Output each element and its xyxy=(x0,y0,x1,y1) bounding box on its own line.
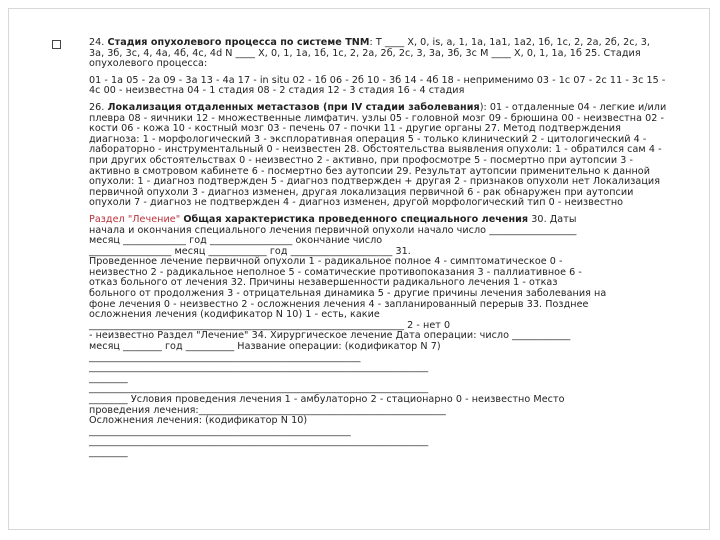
form-line: 30. Даты xyxy=(528,213,577,225)
form-line: _________________ месяц ____________ год _____________________ 31. xyxy=(89,245,411,257)
form-line: месяц _____________ год _________________ окончание число xyxy=(89,235,383,247)
section-title: Раздел "Лечение" xyxy=(89,213,184,225)
item-heading: Локализация отдаленных метастазов (при IV стадии заболевания xyxy=(107,101,480,113)
blank-line: ______________________________________________________________________ xyxy=(89,436,429,448)
item-number: 26. xyxy=(89,101,108,113)
form-line: осложнения лечения (кодификатор N 10) 1 - есть, какие xyxy=(89,309,380,321)
form-line: ________ Условия проведения лечения 1 - амбулаторно 2 - стационарно 0 - неизвестно Место xyxy=(89,394,565,405)
form-line: отказ больного от лечения 32. Причины незавершенности радикального лечения 1 - отказ xyxy=(89,277,558,289)
form-line: месяц ________ год __________ Название операции: (кодификатор N 7) xyxy=(89,341,441,353)
paragraph-24 xyxy=(89,38,667,70)
form-line: фоне лечения 0 - неизвестно 2 - осложнения лечения 4 - запланированный перерыв 33. Позднее xyxy=(89,298,589,310)
form-line: _________________________________________________________________ 2 - нет 0 xyxy=(89,319,451,331)
form-line: начала и окончания специального лечения первичной опухоли начало число __________________ xyxy=(89,224,577,236)
form-line: неизвестно 2 - радикальное неполное 5 - соматические противопоказания 3 - паллиативное 6 - xyxy=(89,266,582,278)
item-text: ): 01 - отдаленные 04 - легкие и/или плевра 08 - яичники 12 - множественные лимфатич. узлы 05 - головной мозг 09 - брюшина 00 - неизвестна 02 - кости 06 - кожа 10 - костный мозг 03 - печень 07 - почки 11 - другие органы 27. Метод подтверждения диагноза: 1 - морфологический 3 - эксплоративная операция 5 - только клинический 2 - цитологический 4 - лабораторно - инструментальный 0 - неизвестен 28. Обстоятельства выявления опухоли: 1 - обратился сам 4 - при других обстоятельствах 0 - неизвестно 2 - активно, при профосмотре 5 - посмертно при аутопсии 3 - активно в смотровом кабинете 6 - посмертно без аутопсии 29. Результат аутопсии применительно к данной опухоли: 1 - диагноз подтвержден 5 - диагноз подтвержден + другая 2 - признаков опухоли нет Локализация первичной опухоли 3 - диагноз изменен, другая локализация первичной 6 - рак обнаружен при аутопсии опухоли 7 - диагноз не подтвержден 4 - диагноз изменен, другой морфологический тип 0 - неизвестно xyxy=(89,101,667,209)
paragraph-26 xyxy=(89,103,667,209)
document-body xyxy=(89,38,667,459)
paragraph-treatment xyxy=(89,215,667,459)
form-line: проведения лечения:___________________________________________________ xyxy=(89,404,446,416)
item-number: 24. xyxy=(89,37,108,48)
item-heading: Стадия опухолевого процесса по системе TNM xyxy=(107,37,370,48)
item-heading: Общая характеристика проведенного специального лечения xyxy=(183,213,529,225)
paragraph-25: 01 - 1a 05 - 2a 09 - 3a 13 - 4a 17 - in situ 02 - 1б 06 - 2б 10 - 3б 14 - 4б 18 - неприменимо 03 - 1c 07 - 2c 11 - 3c 15 - 4c 00 - неизвестна 04 - 1 стадия 08 - 2 стадия 12 - 3 стадия 16 - 4 стадия xyxy=(89,74,666,97)
form-line: больного от продолжения 3 - отрицательная динамика 5 - другие причины лечения заболевания на xyxy=(89,288,607,300)
item-text: : T ____ X, 0, is, a, 1, 1a, 1a1, 1a2, 1б, 1c, 2, 2a, 2б, 2c, 3, 3a, 3б, 3c, 4, 4a, 4б, 4c, 4d N ____ X, 0, 1, 1a, 1б, 1c, 2, 2a, 2б, 2c, 3, 3a, 3б, 3c M ____ X, 0, 1, 1a, 1б 25. Стадия опухолевого процесса: xyxy=(89,37,651,70)
form-line: Осложнения лечения: (кодификатор N 10) xyxy=(89,415,308,427)
blank-line: ______________________________________________________________________ xyxy=(89,383,429,395)
blank-line: ________________________________________________________ xyxy=(89,351,361,363)
blank-line: ______________________________________________________ xyxy=(89,425,351,437)
square-bullet-icon xyxy=(52,40,61,49)
form-line: - неизвестно Раздел "Лечение" 34. Хирургическое лечение Дата операции: число ____________ xyxy=(89,330,571,342)
blank-line: ________ xyxy=(89,372,128,384)
blank-line: ______________________________________________________________________ xyxy=(89,362,429,374)
form-line: Проведенное лечение первичной опухоли 1 - радикальное полное 4 - симптоматическое 0 - xyxy=(89,256,563,268)
blank-line: ________ xyxy=(89,446,128,458)
